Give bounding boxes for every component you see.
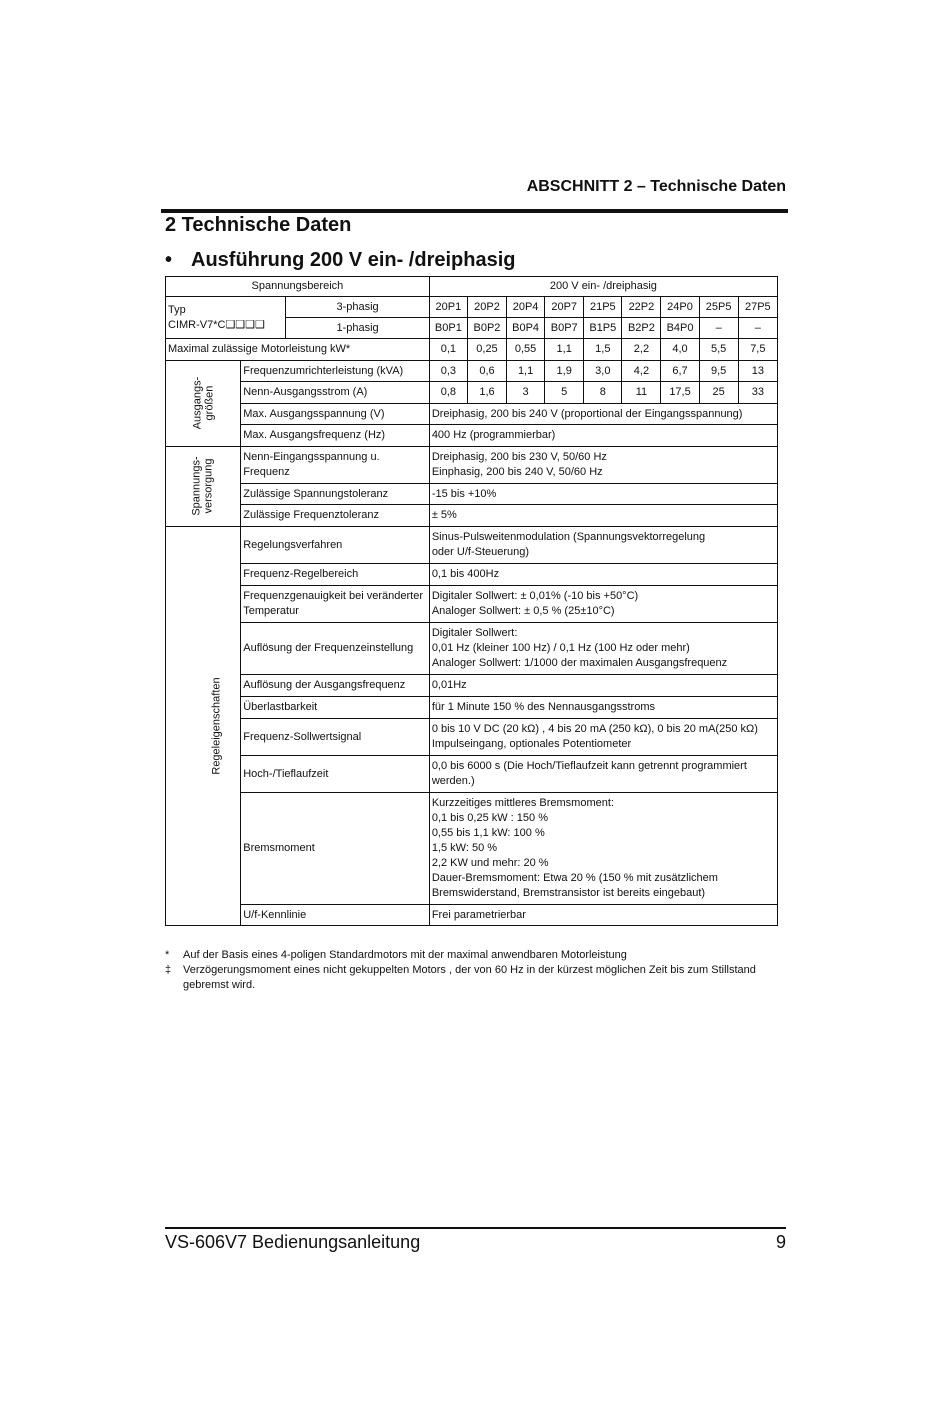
footnote-text: Verzögerungsmoment eines nicht gekuppelten Motors , der von 60 Hz in der kürzest möglichen Zeit bis zum Stillstand gebremst wird.: [183, 964, 756, 991]
aufl-ausg-value: 0,01Hz: [429, 675, 777, 697]
brems-value: Kurzzeitiges mittleres Bremsmoment: 0,1 bis 0,25 kW : 150 % 0,55 bis 1,1 kW: 100 % 1,5 kW: 50 % 2,2 KW und mehr: 20 % Dauer-Bremsmoment: Etwa 20 % (150 % mit zusätzlichem Bremswiderstand, Bremstransistor ist bereits eingebaut): [429, 793, 777, 905]
table-cell: 9,5: [699, 361, 738, 382]
max-spannung-value: Dreiphasig, 200 bis 240 V (proportional der Eingangsspannung): [429, 404, 777, 425]
table-cell: 8: [584, 382, 622, 404]
table-cell: 20P2: [467, 297, 506, 318]
table-cell: 17,5: [661, 382, 699, 404]
spannungstol-value: -15 bis +10%: [429, 484, 777, 505]
table-cell: 27P5: [738, 297, 777, 318]
table-row: [166, 404, 778, 425]
kennlinie-label: U/f-Kennlinie: [241, 905, 430, 926]
table-cell: 0,55: [507, 339, 545, 361]
group-ausgang: [166, 361, 241, 447]
regelbereich-value: 0,1 bis 400Hz: [429, 564, 777, 586]
genauigkeit-value: Digitaler Sollwert: ± 0,01% (-10 bis +50°C) Analoger Sollwert: ± 0,5 % (25±10°C): [429, 586, 777, 623]
table-cell: B2P2: [622, 318, 661, 339]
aufl-einst-label: Auflösung der Frequenzeinstellung: [241, 623, 430, 675]
kennlinie-value: Frei parametrierbar: [429, 905, 777, 926]
table-cell: 0,3: [429, 361, 467, 382]
eingang-label: Nenn-Eingangsspannung u. Frequenz: [241, 447, 430, 484]
table-cell: B1P5: [584, 318, 622, 339]
table-cell: 6,7: [661, 361, 699, 382]
table-row: [166, 382, 778, 404]
spannungsbereich-label: Spannungsbereich: [166, 277, 430, 297]
table-cell: 24P0: [661, 297, 699, 318]
table-cell: 4,2: [622, 361, 661, 382]
max-frequenz-label: Max. Ausgangsfrequenz (Hz): [241, 425, 430, 447]
table-row: [166, 484, 778, 505]
aufl-ausg-label: Auflösung der Ausgangsfrequenz: [241, 675, 430, 697]
footnote-text: Auf der Basis eines 4-poligen Standardmotors mit der maximal anwendbaren Motorleistung: [183, 949, 627, 961]
hochtief-value: 0,0 bis 6000 s (Die Hoch/Tieflaufzeit kann getrennt programmiert werden.): [429, 756, 777, 793]
table-cell: 1,1: [507, 361, 545, 382]
table-row: [166, 505, 778, 527]
phase1-label: 1-phasig: [286, 318, 429, 339]
regelverfahren-label: Regelungsverfahren: [241, 527, 430, 564]
max-spannung-label: Max. Ausgangsspannung (V): [241, 404, 430, 425]
ueberlast-value: für 1 Minute 150 % des Nennausgangsstroms: [429, 697, 777, 719]
footnote: [165, 948, 765, 963]
table-row: [166, 675, 778, 697]
header-rule: [161, 209, 788, 213]
footnote: [165, 963, 765, 993]
spannungsbereich-value: 200 V ein- /dreiphasig: [429, 277, 777, 297]
table-cell: 7,5: [738, 339, 777, 361]
group-regel-label: Regeleigenschaften: [210, 676, 223, 775]
footer-manual-title: VS-606V7 Bedienungsanleitung: [165, 1232, 421, 1252]
table-cell: B0P7: [545, 318, 584, 339]
table-row: [166, 339, 778, 361]
group-spannung-label: Spannungs- versorgung: [191, 455, 216, 516]
phase3-label: 3-phasig: [286, 297, 429, 318]
table-row: [166, 719, 778, 756]
table-cell: B4P0: [661, 318, 699, 339]
footnotes: [165, 948, 765, 993]
brems-label: Bremsmoment: [241, 793, 430, 905]
genauigkeit-label: Frequenzgenauigkeit bei veränderter Temperatur: [241, 586, 430, 623]
sub-title: [165, 249, 516, 272]
spec-table: [165, 276, 778, 926]
table-cell: 20P1: [429, 297, 467, 318]
table-cell: 1,6: [467, 382, 506, 404]
table-row: [166, 564, 778, 586]
footnote-mark: ‡: [165, 964, 172, 976]
group-spannung: [166, 447, 241, 527]
table-row: [166, 297, 778, 318]
table-cell: 2,2: [622, 339, 661, 361]
table-cell: 5,5: [699, 339, 738, 361]
ueberlast-label: Überlastbarkeit: [241, 697, 430, 719]
page-number: 9: [775, 1232, 786, 1252]
table-cell: 1,1: [545, 339, 584, 361]
table-row: [166, 277, 778, 297]
table-cell: 3,0: [584, 361, 622, 382]
table-cell: 25P5: [699, 297, 738, 318]
table-cell: 5: [545, 382, 584, 404]
table-cell: B0P4: [507, 318, 545, 339]
table-cell: 20P4: [507, 297, 545, 318]
regelverfahren-value: Sinus-Pulsweitenmodulation (Spannungsvektorregelung oder U/f-Steuerung): [429, 527, 777, 564]
max-frequenz-value: 400 Hz (programmierbar): [429, 425, 777, 447]
section-header: ABSCHNITT 2 – Technische Daten: [526, 178, 786, 195]
table-row: [166, 793, 778, 905]
table-cell: 4,0: [661, 339, 699, 361]
table-cell: 1,9: [545, 361, 584, 382]
table-row: [166, 447, 778, 484]
table-cell: 20P7: [545, 297, 584, 318]
table-cell: 1,5: [584, 339, 622, 361]
strom-label: Nenn-Ausgangsstrom (A): [241, 382, 430, 404]
table-cell: –: [699, 318, 738, 339]
table-row: [166, 425, 778, 447]
table-cell: B0P2: [467, 318, 506, 339]
sollwert-label: Frequenz-Sollwertsignal: [241, 719, 430, 756]
table-cell: 0,8: [429, 382, 467, 404]
table-cell: 0,1: [429, 339, 467, 361]
table-cell: 25: [699, 382, 738, 404]
table-row: [166, 756, 778, 793]
bullet: •: [165, 249, 173, 271]
group-ausgang-label: Ausgangs- größen: [191, 376, 216, 429]
page-title: 2 Technische Daten: [165, 214, 352, 236]
eingang-value: Dreiphasig, 200 bis 230 V, 50/60 Hz Einphasig, 200 bis 240 V, 50/60 Hz: [429, 447, 777, 484]
table-cell: 0,25: [467, 339, 506, 361]
table-row: [166, 905, 778, 926]
table-cell: 22P2: [622, 297, 661, 318]
table-cell: B0P1: [429, 318, 467, 339]
freqtol-label: Zulässige Frequenztoleranz: [241, 505, 430, 527]
table-cell: 13: [738, 361, 777, 382]
table-cell: 11: [622, 382, 661, 404]
group-regel: [166, 527, 241, 926]
table-row: [166, 697, 778, 719]
motor-label: Maximal zulässige Motorleistung kW*: [166, 339, 430, 361]
hochtief-label: Hoch-/Tieflaufzeit: [241, 756, 430, 793]
regelbereich-label: Frequenz-Regelbereich: [241, 564, 430, 586]
table-row: [166, 623, 778, 675]
table-cell: 3: [507, 382, 545, 404]
table-cell: 21P5: [584, 297, 622, 318]
sub-title-text: Ausführung 200 V ein- /dreiphasig: [191, 249, 516, 271]
aufl-einst-value: Digitaler Sollwert: 0,01 Hz (kleiner 100 Hz) / 0,1 Hz (100 Hz oder mehr) Analoger Sollwert: 1/1000 der maximalen Ausgangsfrequenz: [429, 623, 777, 675]
footnote-mark: *: [165, 949, 170, 961]
typ-label: Typ CIMR-V7*C❑❑❑❑: [166, 297, 286, 339]
table-row: [166, 361, 778, 382]
freqtol-value: ± 5%: [429, 505, 777, 527]
footer-rule: [165, 1227, 786, 1229]
sollwert-value: 0 bis 10 V DC (20 kΩ) , 4 bis 20 mA (250 kΩ), 0 bis 20 mA(250 kΩ) Impulseingang, optionales Potentiometer: [429, 719, 777, 756]
table-row: [166, 586, 778, 623]
spannungstol-label: Zulässige Spannungstoleranz: [241, 484, 430, 505]
table-cell: 0,6: [467, 361, 506, 382]
kva-label: Frequenzumrichterleistung (kVA): [241, 361, 430, 382]
table-cell: –: [738, 318, 777, 339]
table-cell: 33: [738, 382, 777, 404]
table-row: [166, 527, 778, 564]
